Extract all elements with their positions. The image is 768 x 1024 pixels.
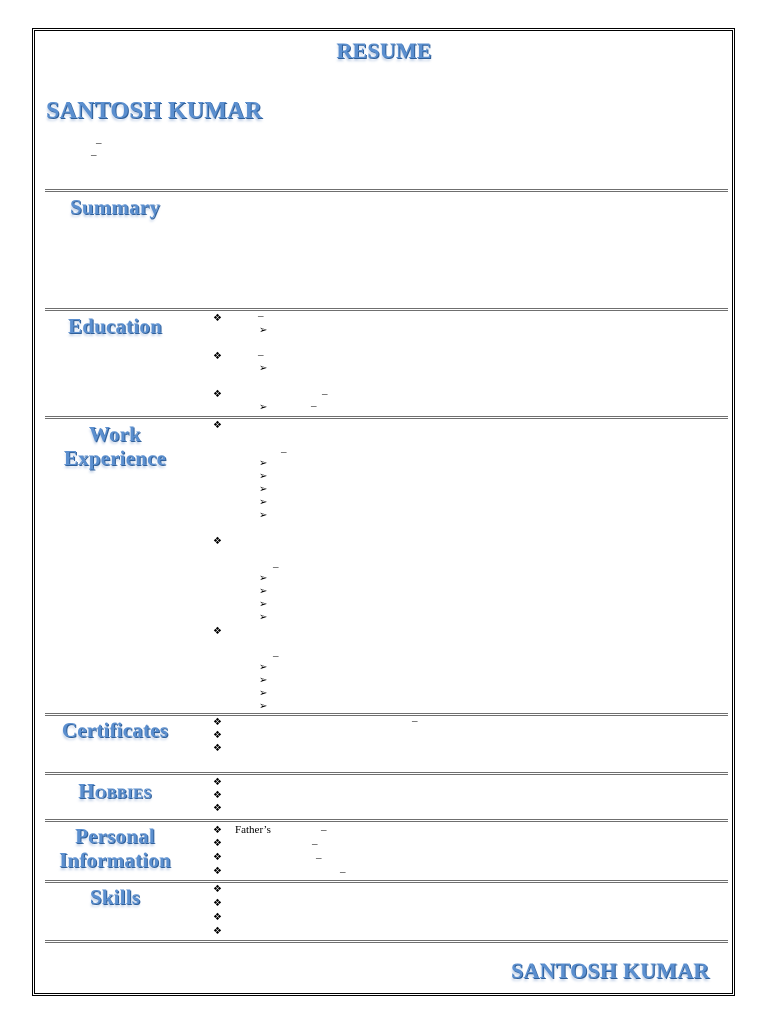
section-heading-line: Experience	[63, 446, 167, 470]
footer-candidate-name: SANTOSH KUMAR	[511, 958, 710, 983]
section-divider	[45, 880, 728, 883]
section-divider	[45, 416, 728, 419]
section-heading-certificates: Certificates	[61, 718, 169, 742]
arrow-bullet-icon: ➢	[259, 363, 268, 374]
diamond-bullet-icon: ❖	[213, 743, 222, 754]
diamond-bullet-icon: ❖	[213, 717, 222, 728]
arrow-bullet-icon: ➢	[259, 612, 268, 623]
diamond-bullet-icon: ❖	[213, 313, 222, 324]
education-dash: –	[311, 400, 317, 412]
diamond-bullet-icon: ❖	[213, 626, 222, 637]
section-divider	[45, 189, 728, 192]
section-heading-education: Education	[68, 314, 162, 338]
section-heading-summary: Summary	[69, 195, 161, 219]
arrow-bullet-icon: ➢	[259, 675, 268, 686]
section-divider	[45, 308, 728, 311]
diamond-bullet-icon: ❖	[213, 898, 222, 909]
certificate-dash: –	[412, 715, 418, 727]
section-heading-line: Work	[88, 422, 142, 446]
diamond-bullet-icon: ❖	[213, 912, 222, 923]
diamond-bullet-icon: ❖	[213, 803, 222, 814]
personal-dash: –	[312, 838, 318, 850]
arrow-bullet-icon: ➢	[259, 599, 268, 610]
work-dash: –	[273, 650, 279, 662]
section-divider	[45, 713, 728, 716]
education-dash: –	[322, 388, 328, 400]
arrow-bullet-icon: ➢	[259, 688, 268, 699]
section-heading-line: Personal	[75, 824, 155, 848]
arrow-bullet-icon: ➢	[259, 497, 268, 508]
diamond-bullet-icon: ❖	[213, 852, 222, 863]
arrow-bullet-icon: ➢	[259, 484, 268, 495]
education-dash: –	[258, 349, 264, 361]
personal-dash: –	[340, 866, 346, 878]
diamond-bullet-icon: ❖	[213, 536, 222, 547]
arrow-bullet-icon: ➢	[259, 510, 268, 521]
contact-dash: –	[96, 137, 102, 149]
diamond-bullet-icon: ❖	[213, 777, 222, 788]
diamond-bullet-icon: ❖	[213, 926, 222, 937]
diamond-bullet-icon: ❖	[213, 420, 222, 431]
personal-dash: –	[316, 852, 322, 864]
arrow-bullet-icon: ➢	[259, 402, 268, 413]
arrow-bullet-icon: ➢	[259, 586, 268, 597]
arrow-bullet-icon: ➢	[259, 573, 268, 584]
arrow-bullet-icon: ➢	[259, 471, 268, 482]
section-heading-line: Information	[59, 848, 171, 872]
candidate-name: SANTOSH KUMAR	[46, 98, 263, 124]
diamond-bullet-icon: ❖	[213, 825, 222, 836]
section-heading-skills: Skills	[89, 885, 141, 909]
education-dash: –	[258, 310, 264, 322]
diamond-bullet-icon: ❖	[213, 838, 222, 849]
contact-dash: –	[91, 149, 97, 161]
section-heading-hobbies: Hobbies	[78, 779, 152, 803]
arrow-bullet-icon: ➢	[259, 701, 268, 712]
section-divider	[45, 819, 728, 822]
section-divider	[45, 940, 728, 943]
page-title: RESUME	[336, 38, 432, 63]
arrow-bullet-icon: ➢	[259, 662, 268, 673]
arrow-bullet-icon: ➢	[259, 325, 268, 336]
section-heading-personal-information	[44, 824, 186, 872]
diamond-bullet-icon: ❖	[213, 866, 222, 877]
section-divider	[45, 772, 728, 775]
section-heading-work-experience	[44, 422, 186, 470]
work-dash: –	[273, 561, 279, 573]
personal-dash: –	[321, 824, 327, 836]
fathers-name-label: Father’s	[235, 824, 271, 836]
diamond-bullet-icon: ❖	[213, 730, 222, 741]
diamond-bullet-icon: ❖	[213, 790, 222, 801]
diamond-bullet-icon: ❖	[213, 389, 222, 400]
arrow-bullet-icon: ➢	[259, 458, 268, 469]
work-dash: –	[281, 446, 287, 458]
diamond-bullet-icon: ❖	[213, 351, 222, 362]
diamond-bullet-icon: ❖	[213, 884, 222, 895]
